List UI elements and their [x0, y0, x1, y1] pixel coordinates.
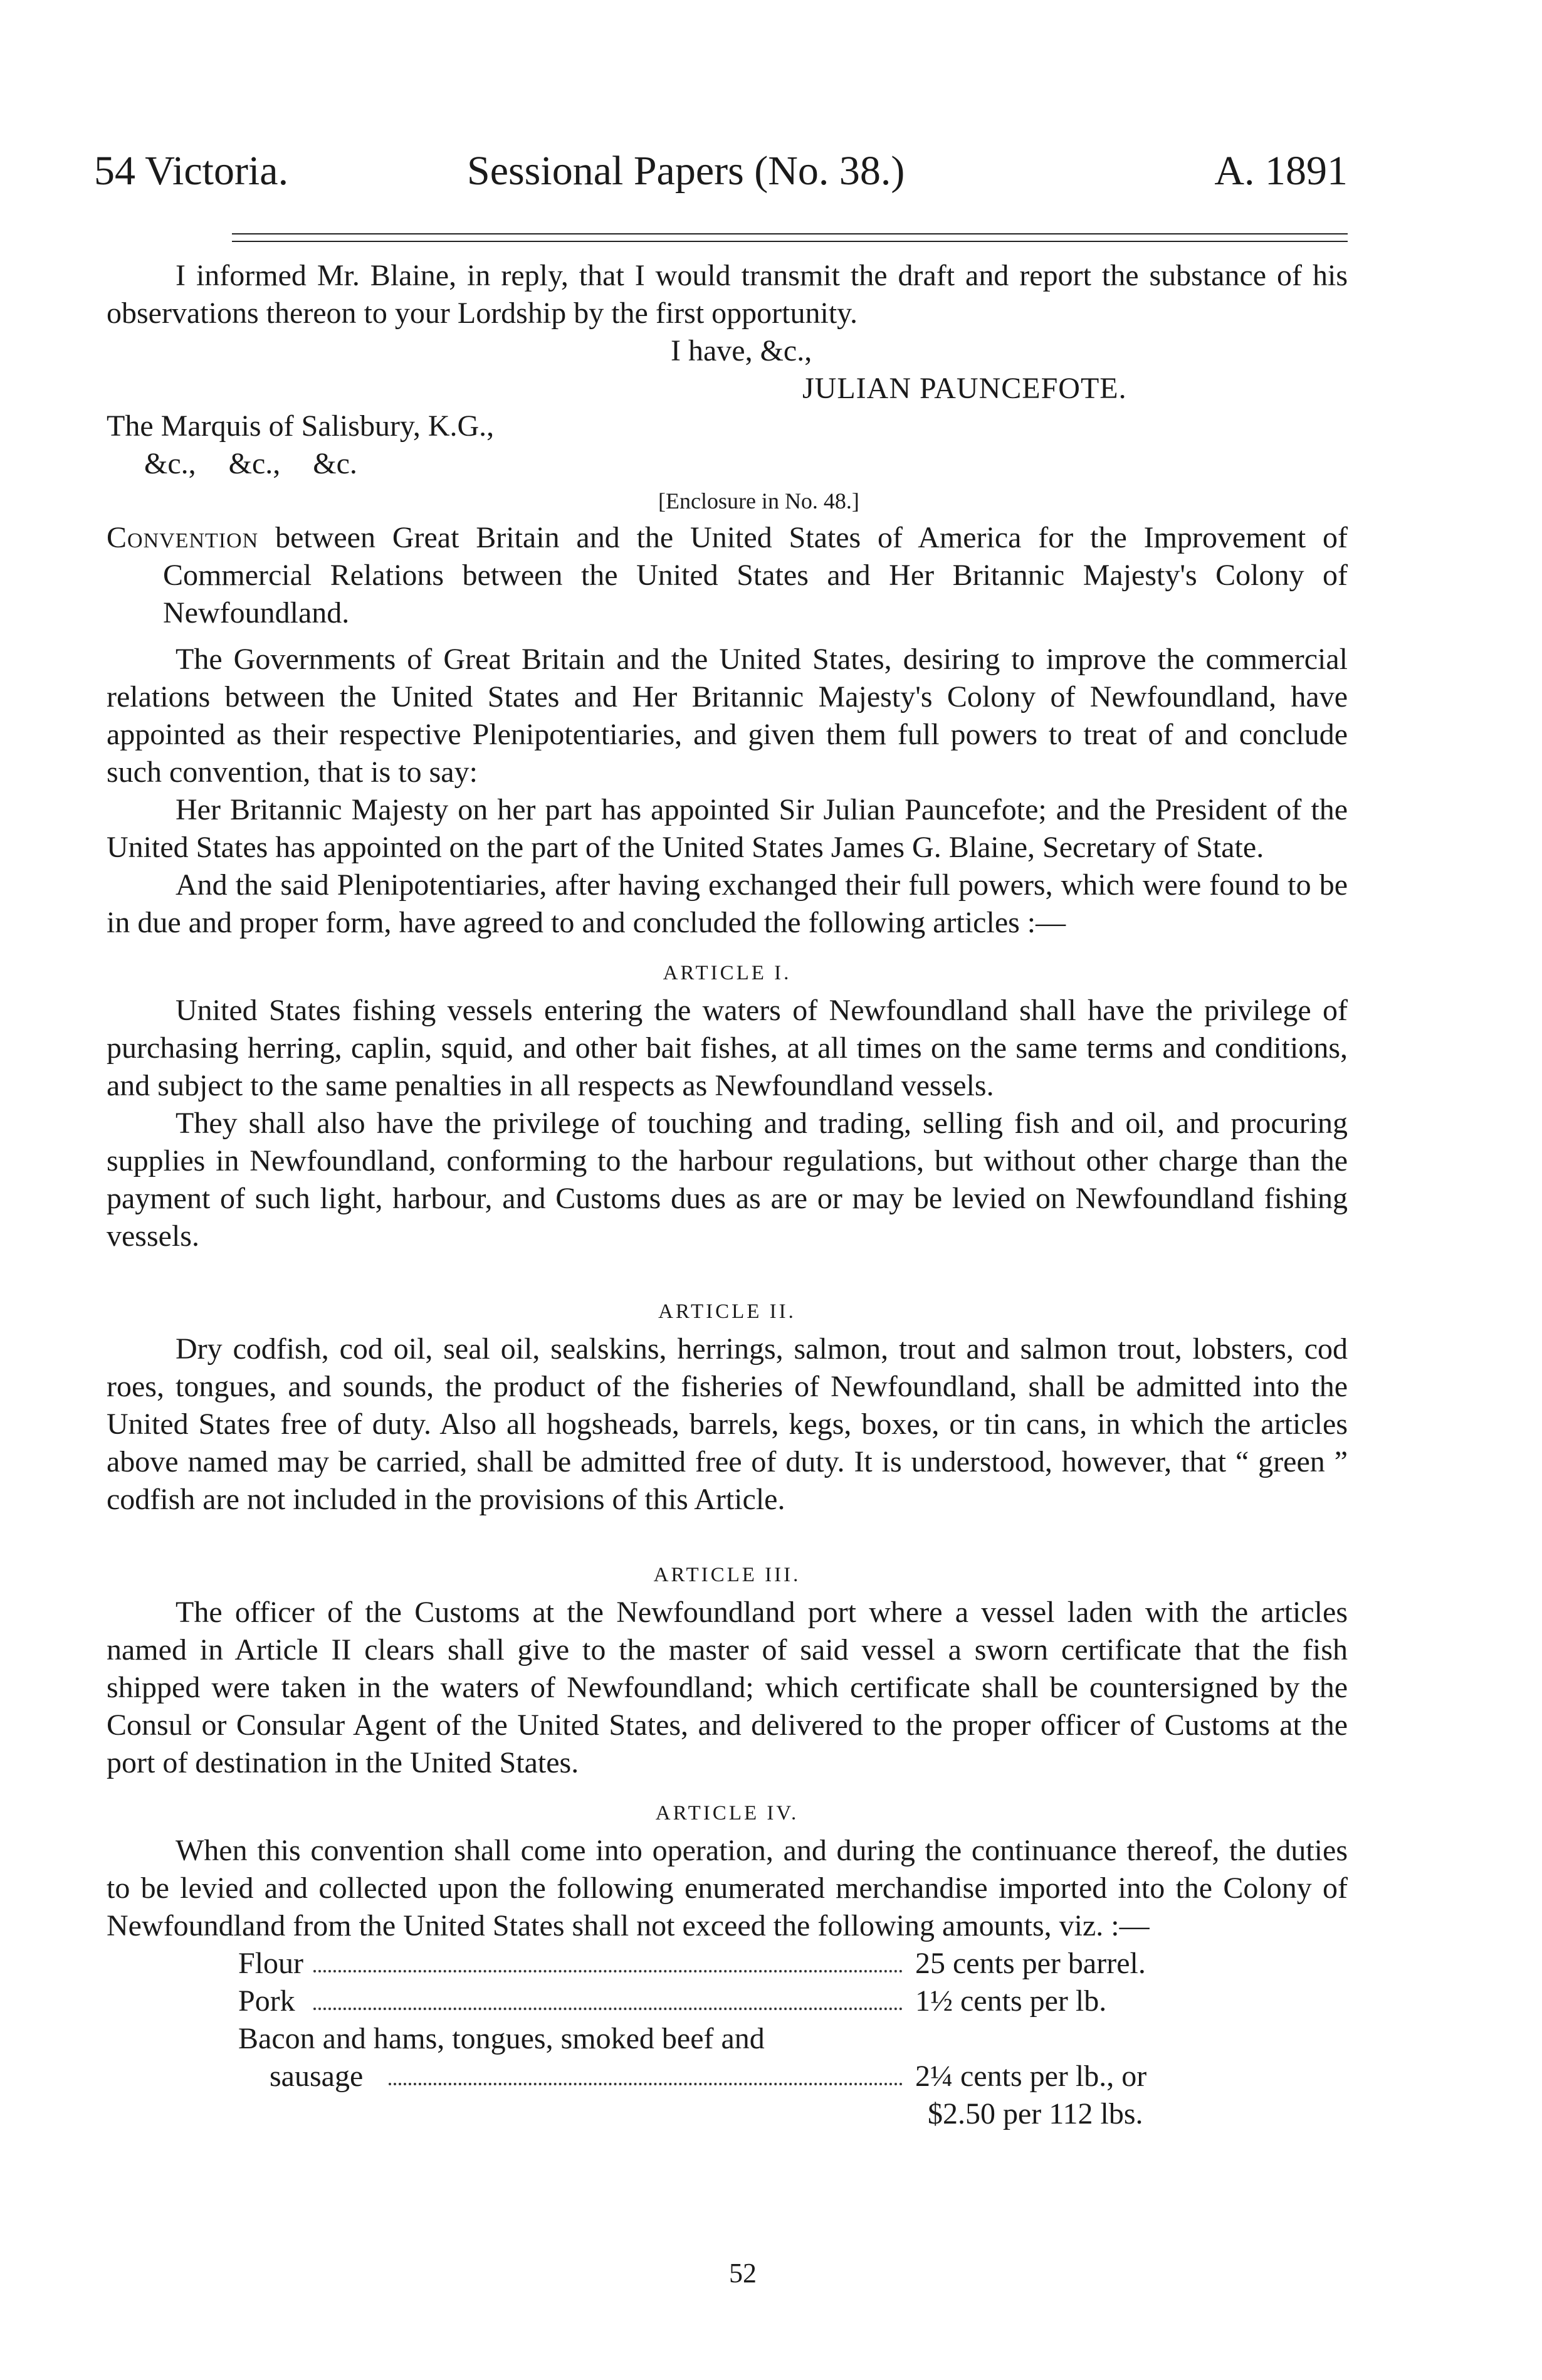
- article-paragraph: The officer of the Customs at the Newfoundland port where a vessel laden with the articles named in Article II clears shall give to the master of said vessel a sworn certificate that the fish shipped were taken in the waters of Newfoundland; which certificate shall be countersigned by the Consul or Consular Agent of the United States, and delivered to the proper officer of Customs at the port of destination in the United States.: [107, 1596, 1348, 1779]
- letter-closing: I have, &c.,: [671, 334, 812, 367]
- letter-signature: JULIAN PAUNCEFOTE.: [802, 372, 1127, 405]
- article-paragraph: Dry codfish, cod oil, seal oil, sealskins, herrings, salmon, trout and salmon trout, lobsters, cod roes, tongues, and sounds, the product of the fisheries of Newfoundland, shall be admitted into the United States free of duty. Also all hogsheads, barrels, kegs, boxes, or tin cans, in which the articles above named may be carried, shall be admitted free of duty. It is understood, however, that “ green ” codfish are not included in the provisions of this Article.: [107, 1332, 1348, 1516]
- duty-row: [107, 1945, 1348, 1982]
- preamble-paragraph-1: The Governments of Great Britain and the United States, desiring to improve the commercial relations between the United States and Her Britannic Majesty's Colony of Newfoundland, have appointed as their respective Plenipotentiaries, and given them full powers to treat of and conclude such convention, that is to say:: [107, 643, 1348, 789]
- duty-rate-alt: $2.50 per 112 lbs.: [928, 2097, 1143, 2130]
- dot-leader: [389, 2083, 903, 2085]
- header-volume: 54 Victoria.: [94, 148, 289, 194]
- duty-rate: 25 cents per barrel.: [915, 1947, 1146, 1980]
- enclosure-label: [Enclosure in No. 48.]: [658, 488, 859, 513]
- page-number: 52: [729, 2258, 757, 2288]
- preamble-paragraph-3: And the said Plenipotentiaries, after having exchanged their full powers, which were found to be in due and proper form, have agreed to and concluded the following articles :—: [107, 868, 1348, 939]
- duty-item: sausage: [270, 2060, 364, 2093]
- article-heading: ARTICLE I.: [663, 962, 792, 984]
- header-title: Sessional Papers (No. 38.): [467, 148, 905, 194]
- article-paragraph: They shall also have the privilege of touching and trading, selling fish and oil, and procuring supplies in Newfoundland, conforming to the harbour regulations, but without other charge than the payment of such light, harbour, and Customs dues as are or may be levied on Newfoundland fishing vessels.: [107, 1107, 1348, 1253]
- article-paragraph: United States fishing vessels entering the waters of Newfoundland shall have the privilege of purchasing herring, caplin, squid, and other bait fishes, at all times on the same terms and conditions, and subject to the same penalties in all respects as Newfoundland vessels.: [107, 994, 1348, 1102]
- article-heading: ARTICLE IV.: [655, 1802, 799, 1824]
- running-head: [94, 147, 1348, 210]
- preamble-paragraph-2: Her Britannic Majesty on her part has appointed Sir Julian Pauncefote; and the President of the United States has appointed on the part of the United States James G. Blaine, Secretary of State.: [107, 793, 1348, 864]
- duty-item: Pork: [238, 1984, 295, 2018]
- duty-item: Flour: [238, 1947, 304, 1980]
- duty-row: [107, 2058, 1348, 2095]
- letter-paragraph: I informed Mr. Blaine, in reply, that I would transmit the draft and report the substance of his observations thereon to your Lordship by the first opportunity.: [107, 259, 1348, 330]
- duty-row: [107, 2095, 1348, 2133]
- header-rule-bottom: [232, 241, 1348, 242]
- dot-leader: [313, 1970, 903, 1972]
- addressee-line-2: &c., &c., &c.: [144, 447, 357, 480]
- dot-leader: [313, 2008, 903, 2010]
- duty-row: [107, 2020, 1348, 2058]
- article-paragraph: When this convention shall come into operation, and during the continuance thereof, the duties to be levied and collected upon the following enumerated merchandise imported into the Colony of Newfoundland from the United States shall not exceed the following amounts, viz. :—: [107, 1834, 1348, 1942]
- article-heading: ARTICLE III.: [653, 1564, 801, 1586]
- convention-title-text: between Great Britain and the United States of America for the Improvement of Commercial Relations between the United States and Her Britannic Majesty's Colony of Newfoundland.: [163, 521, 1348, 629]
- letter-addressee: [107, 408, 1348, 483]
- addressee-line-1: The Marquis of Salisbury, K.G.,: [107, 409, 495, 443]
- duty-table: [107, 1945, 1348, 2133]
- duty-rate: 2¼ cents per lb., or: [915, 2060, 1147, 2093]
- convention-title: [107, 519, 1348, 632]
- header-year: A. 1891: [1214, 148, 1348, 194]
- convention-lead: Convention: [107, 521, 259, 554]
- article-heading: ARTICLE II.: [658, 1300, 796, 1323]
- duty-item-line: Bacon and hams, tongues, smoked beef and: [238, 2022, 765, 2055]
- page-body: [107, 257, 1348, 2133]
- header-rule-top: [232, 233, 1348, 234]
- duty-row: [107, 1982, 1348, 2020]
- duty-rate: 1½ cents per lb.: [915, 1984, 1107, 2018]
